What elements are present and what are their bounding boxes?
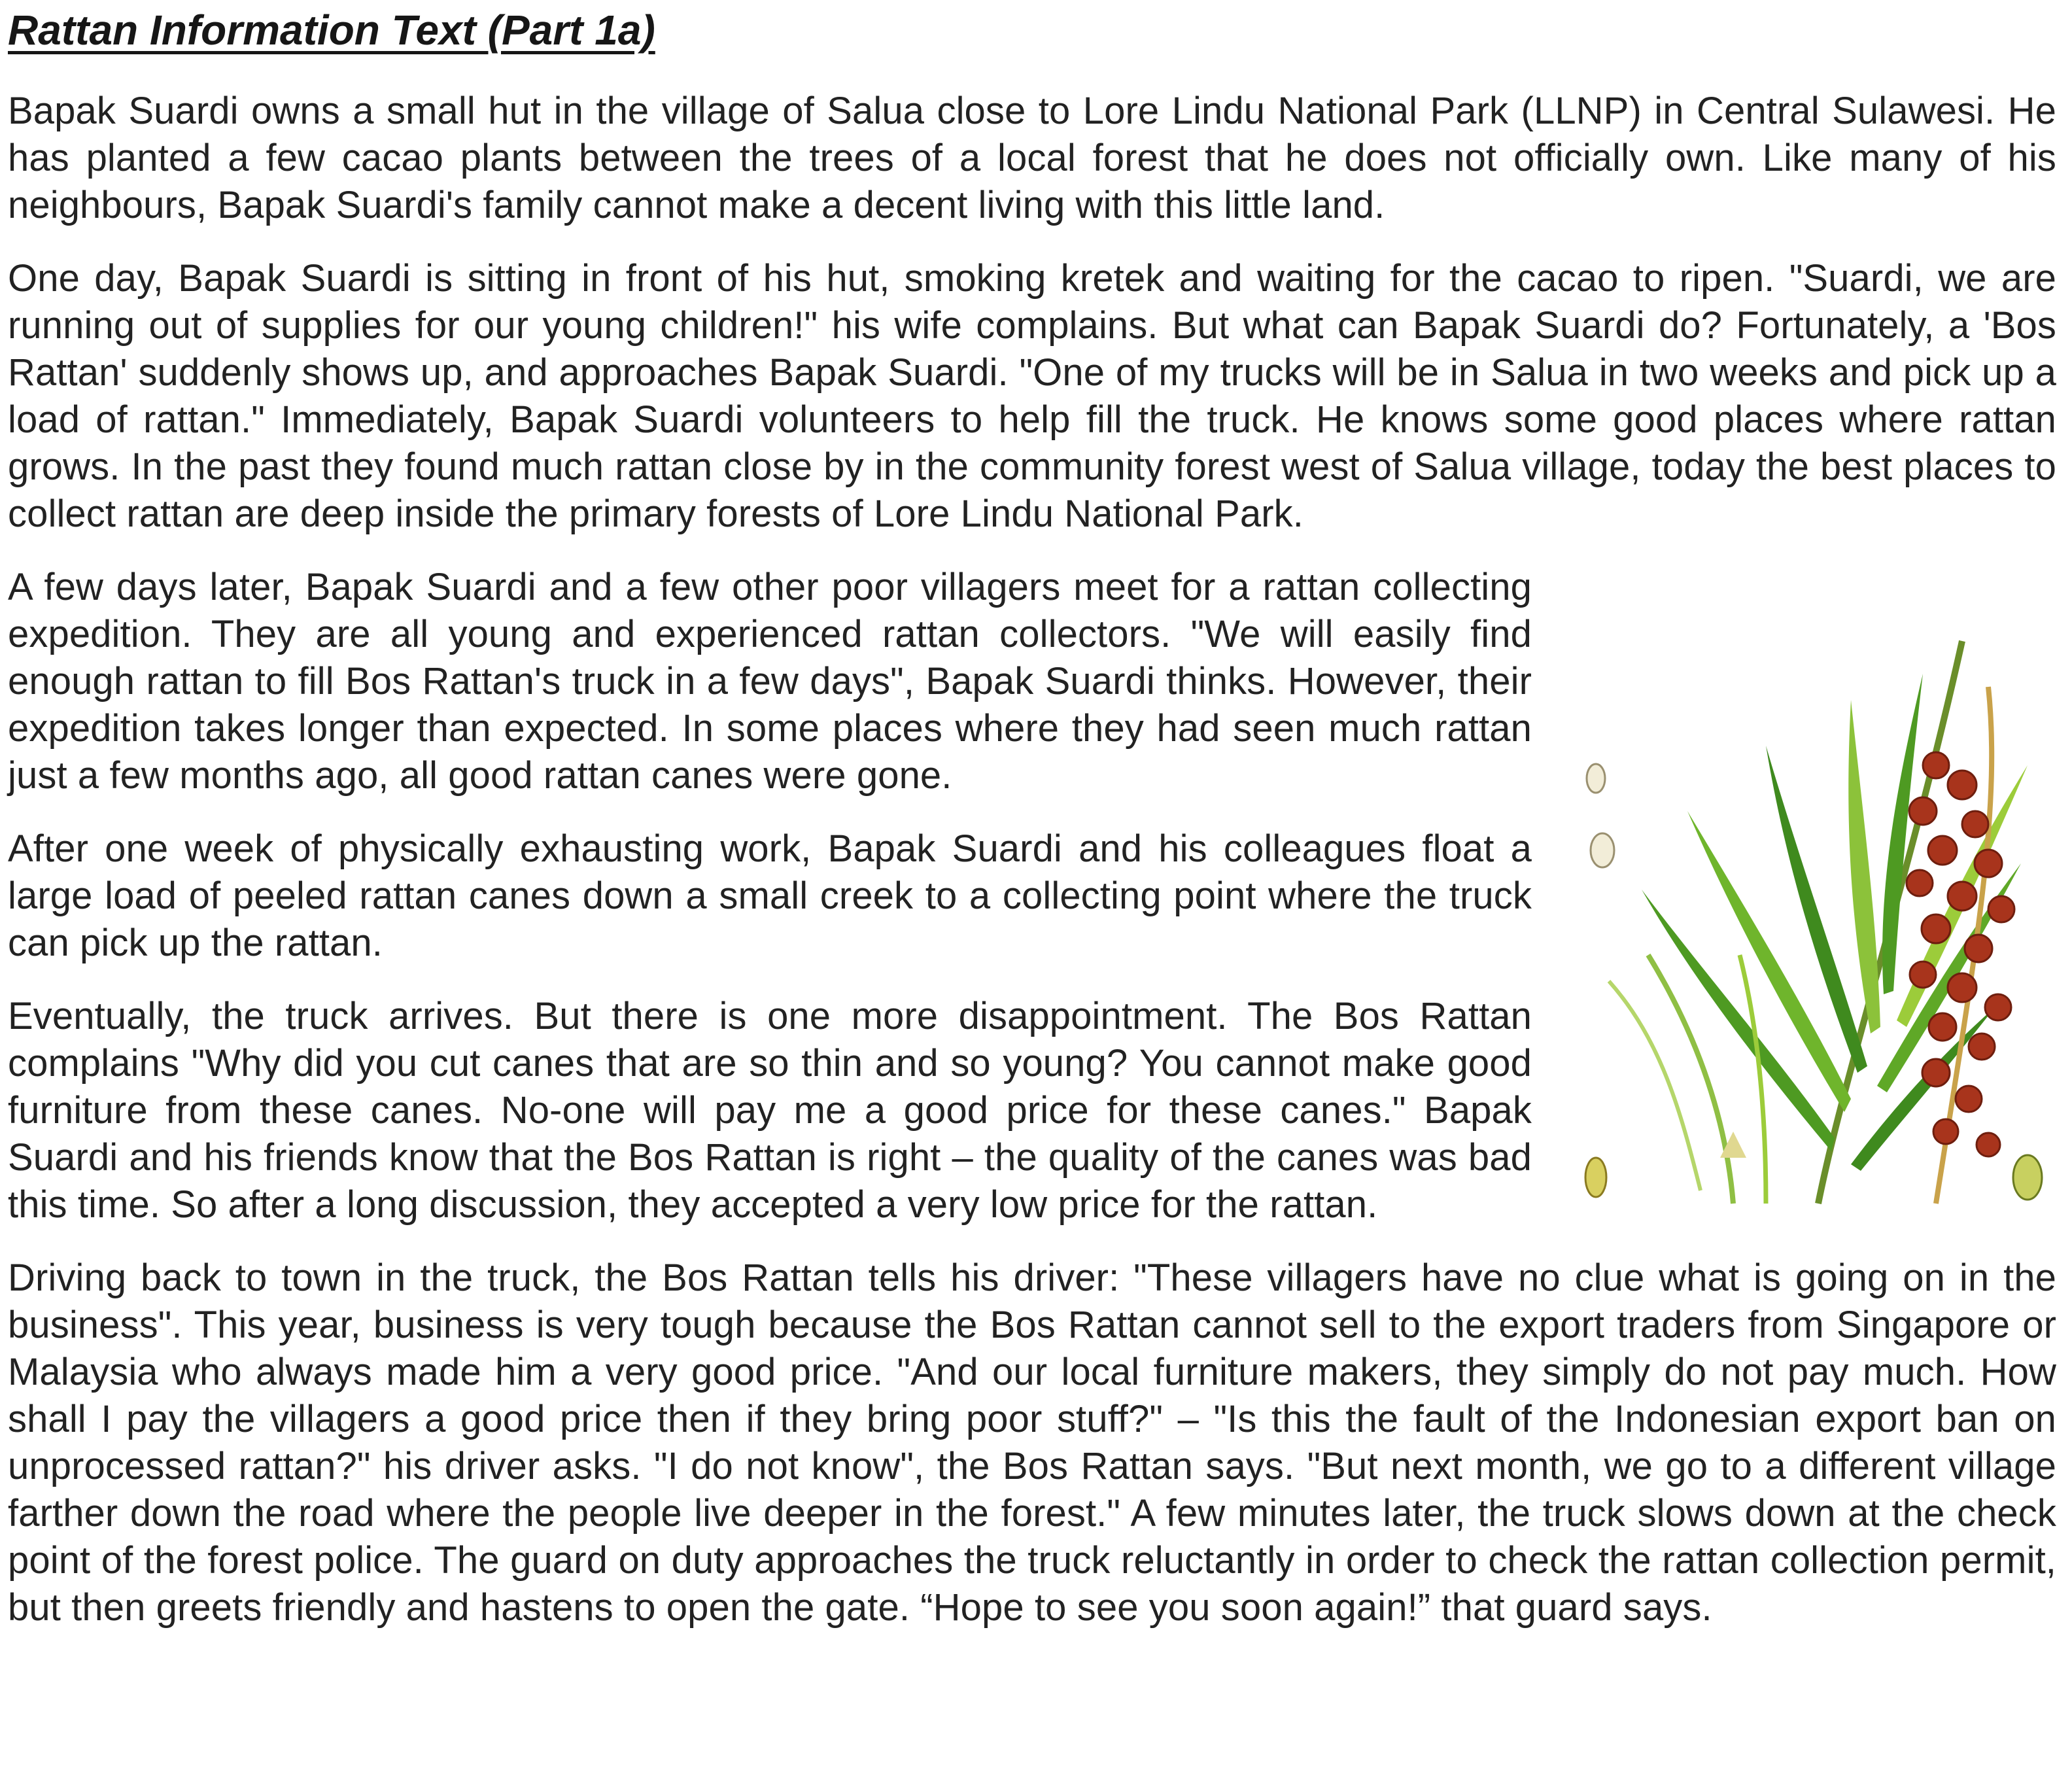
paragraph-5: Eventually, the truck arrives. But there is one more disappointment. The Bos Rattan complains "Why did you cut canes that are so thin and so young? You cannot make good furniture from these canes. No-one will pay me a good price for these canes." Bapak Suardi and his friends know that the Bos Rattan is right – the quality of the canes was bad this time. So after a long discussion, they accepted a very low price for the rattan. <box>8 995 1532 1226</box>
paragraph-3: A few days later, Bapak Suardi and a few other poor villagers meet for a rattan collecting expedition. They are all young and experienced rattan collectors. "We will easily find enough rattan to fill Bos Rattan's truck in a few days", Bapak Suardi thinks. However, their expedition takes longer than expected. In some places where they had seen much rattan just a few months ago, all good rattan canes were gone. <box>8 566 1532 797</box>
document-title: Rattan Information Text (Part 1a) <box>8 7 655 54</box>
paragraph-4: After one week of physically exhausting work, Bapak Suardi and his colleagues float a large load of peeled rattan canes down a small creek to a collecting point where the truck can pick up the rattan. <box>8 827 1532 964</box>
paragraph-2: One day, Bapak Suardi is sitting in front of his hut, smoking kretek and waiting for the cacao to ripen. "Suardi, we are running out of supplies for our young children!" his wife complains. But what can Bapak Suardi do? Fortunately, a 'Bos Rattan' suddenly shows up, and approaches Bapak Suardi. "One of my trucks will be in Salua in two weeks and pick up a load of rattan." Immediately, Bapak Suardi volunteers to help fill the truck. He knows some good places where rattan grows. In the past they found much rattan close by in the community forest west of Salua village, today the best places to collect rattan are deep inside the primary forests of Lore Lindu National Park. <box>8 257 2056 535</box>
rattan-plant-illustration <box>1570 615 2067 1217</box>
paragraph-6: Driving back to town in the truck, the Bos Rattan tells his driver: "These villagers have no clue what is going on in the business". This year, business is very tough because the Bos Rattan cannot sell to the export traders from Singapore or Malaysia who always made him a very good price. "And our local furniture makers, they simply do not pay much. How shall I pay the villagers a good price then if they bring poor stuff?" – "Is this the fault of the Indonesian export ban on unprocessed rattan?" his driver asks. "I do not know", the Bos Rattan says. "But next month, we go to a different village farther down the road where the people live deeper in the forest." A few minutes later, the truck slows down at the check point of the forest police. The guard on duty approaches the truck reluctantly in order to check the rattan collection permit, but then greets friendly and hastens to open the gate. “Hope to see you soon again!” that guard says. <box>8 1257 2056 1629</box>
paragraph-1: Bapak Suardi owns a small hut in the village of Salua close to Lore Lindu National Park (LLNP) in Central Sulawesi. He has planted a few cacao plants between the trees of a local forest that he does not officially own. Like many of his neighbours, Bapak Suardi's family cannot make a decent living with this little land. <box>8 90 2056 226</box>
rattan-plant-icon <box>1570 615 2067 1217</box>
